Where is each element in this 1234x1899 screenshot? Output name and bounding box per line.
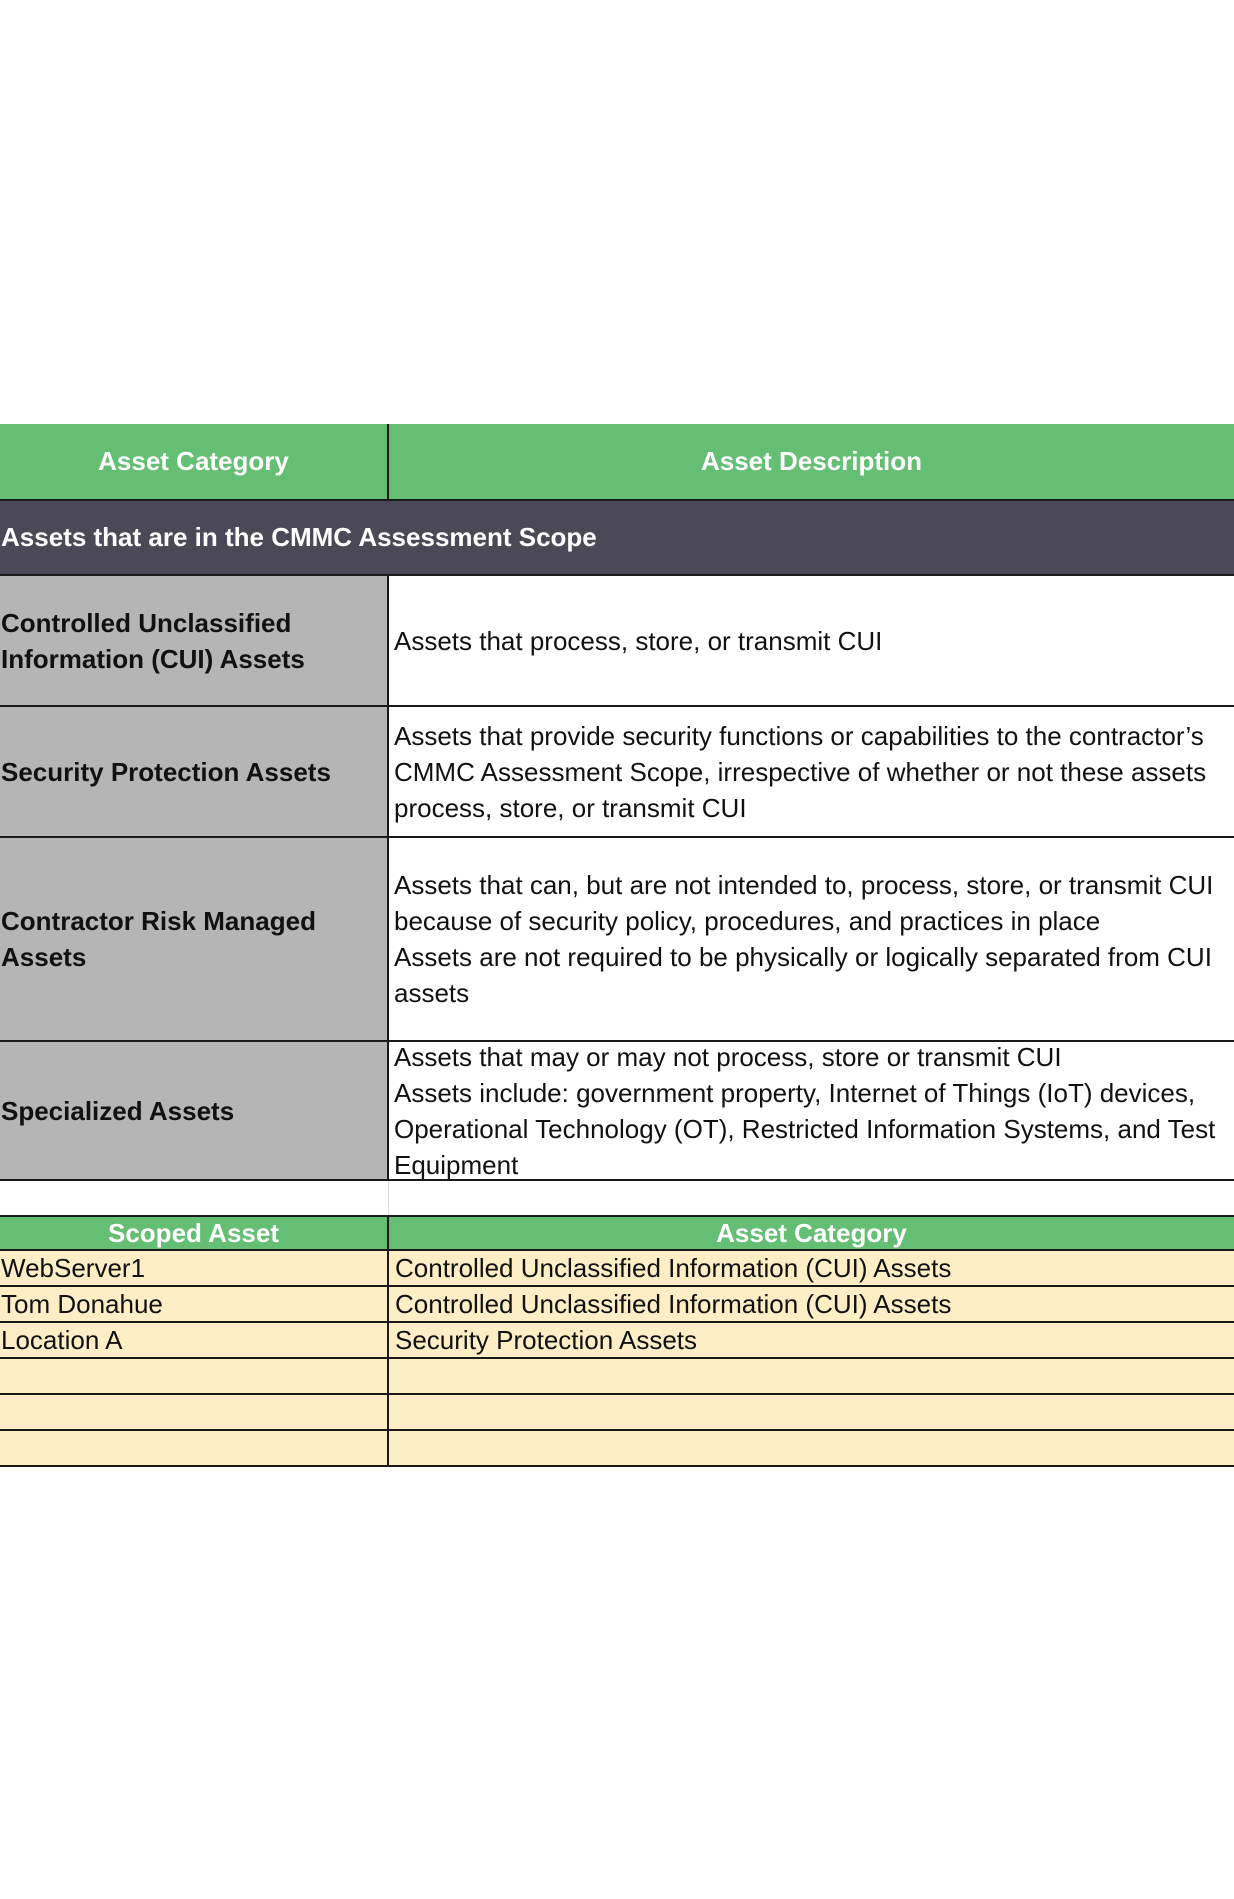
- description-line: Assets that may or may not process, store or transmit CUI: [394, 1042, 1062, 1072]
- description-line: Assets that process, store, or transmit CUI: [394, 625, 883, 656]
- category-name-cell[interactable]: [0, 576, 389, 705]
- asset-scope-sheet: [0, 424, 1234, 1467]
- description-line: Assets that provide security functions or capabilities to the contractor’s: [394, 720, 1204, 751]
- category-description-cell[interactable]: [389, 1042, 1234, 1179]
- description-line: Assets include: government property, Internet of Things (IoT) devices,: [394, 1077, 1196, 1108]
- empty-cell[interactable]: [0, 1181, 389, 1215]
- scoped-asset-cell[interactable]: Location A: [0, 1323, 389, 1357]
- description-line: Equipment: [394, 1149, 519, 1179]
- scoped-asset-cell[interactable]: WebServer1: [0, 1251, 389, 1285]
- category-name-cell[interactable]: [0, 838, 389, 1040]
- description-line: process, store, or transmit CUI: [394, 792, 747, 823]
- scoped-header-row: [0, 1217, 1234, 1251]
- category-description-cell[interactable]: [389, 707, 1234, 836]
- spacer-row: [0, 1181, 1234, 1217]
- scoped-category-cell[interactable]: Controlled Unclassified Information (CUI) Assets: [395, 1288, 952, 1319]
- scoped-asset-cell[interactable]: [0, 1431, 389, 1465]
- description-line: CMMC Assessment Scope, irrespective of whether or not these assets: [394, 756, 1207, 787]
- scoped-row: [0, 1287, 1234, 1323]
- header-asset-description[interactable]: Asset Description: [700, 446, 923, 476]
- scoped-row: [0, 1431, 1234, 1467]
- scoped-asset-cell[interactable]: Tom Donahue: [0, 1287, 389, 1321]
- scoped-asset-cell[interactable]: [0, 1359, 389, 1393]
- category-description: [394, 623, 882, 659]
- scoped-category-cell[interactable]: [389, 1431, 1234, 1465]
- category-row: [0, 707, 1234, 838]
- category-name: Security Protection Assets: [1, 756, 331, 787]
- header-row: [0, 424, 1234, 501]
- description-line: Assets that can, but are not intended to, process, store, or transmit CUI: [394, 870, 1214, 900]
- category-row: [0, 1042, 1234, 1181]
- scoped-category-cell[interactable]: Security Protection Assets: [395, 1324, 698, 1355]
- scoped-row: [0, 1359, 1234, 1395]
- category-description: [394, 1042, 1215, 1179]
- category-name: Specialized Assets: [1, 1095, 235, 1126]
- scoped-row: [0, 1395, 1234, 1431]
- category-description-cell[interactable]: [389, 576, 1234, 705]
- category-description-cell[interactable]: [389, 838, 1234, 1040]
- category-description: [394, 867, 1213, 1011]
- scoped-category-cell[interactable]: [389, 1395, 1234, 1429]
- section-banner[interactable]: Assets that are in the CMMC Assessment Scope: [0, 501, 1234, 576]
- category-name-cell[interactable]: [0, 707, 389, 836]
- category-row: [0, 838, 1234, 1042]
- category-name: Controlled Unclassified Information (CUI) Assets: [1, 607, 305, 674]
- scoped-asset-cell[interactable]: [0, 1395, 389, 1429]
- header-scoped-asset[interactable]: Scoped Asset: [0, 1217, 389, 1249]
- scoped-row: [0, 1323, 1234, 1359]
- header-scoped-category[interactable]: Asset Category: [716, 1217, 907, 1248]
- header-asset-category[interactable]: Asset Category: [0, 424, 389, 499]
- category-name-cell[interactable]: [0, 1042, 389, 1179]
- scoped-category-cell[interactable]: Controlled Unclassified Information (CUI) Assets: [395, 1252, 952, 1283]
- category-row: [0, 576, 1234, 707]
- description-line: because of security policy, procedures, and practices in place: [394, 906, 1101, 936]
- category-description: [394, 718, 1206, 826]
- scoped-category-cell[interactable]: [389, 1359, 1234, 1393]
- description-line: assets: [394, 978, 470, 1008]
- category-name: Contractor Risk Managed Assets: [1, 906, 316, 972]
- description-line: Assets are not required to be physically or logically separated from CUI: [394, 942, 1212, 972]
- description-line: Operational Technology (OT), Restricted Information Systems, and Test: [394, 1113, 1216, 1144]
- scoped-row: [0, 1251, 1234, 1287]
- empty-cell[interactable]: [389, 1181, 1234, 1215]
